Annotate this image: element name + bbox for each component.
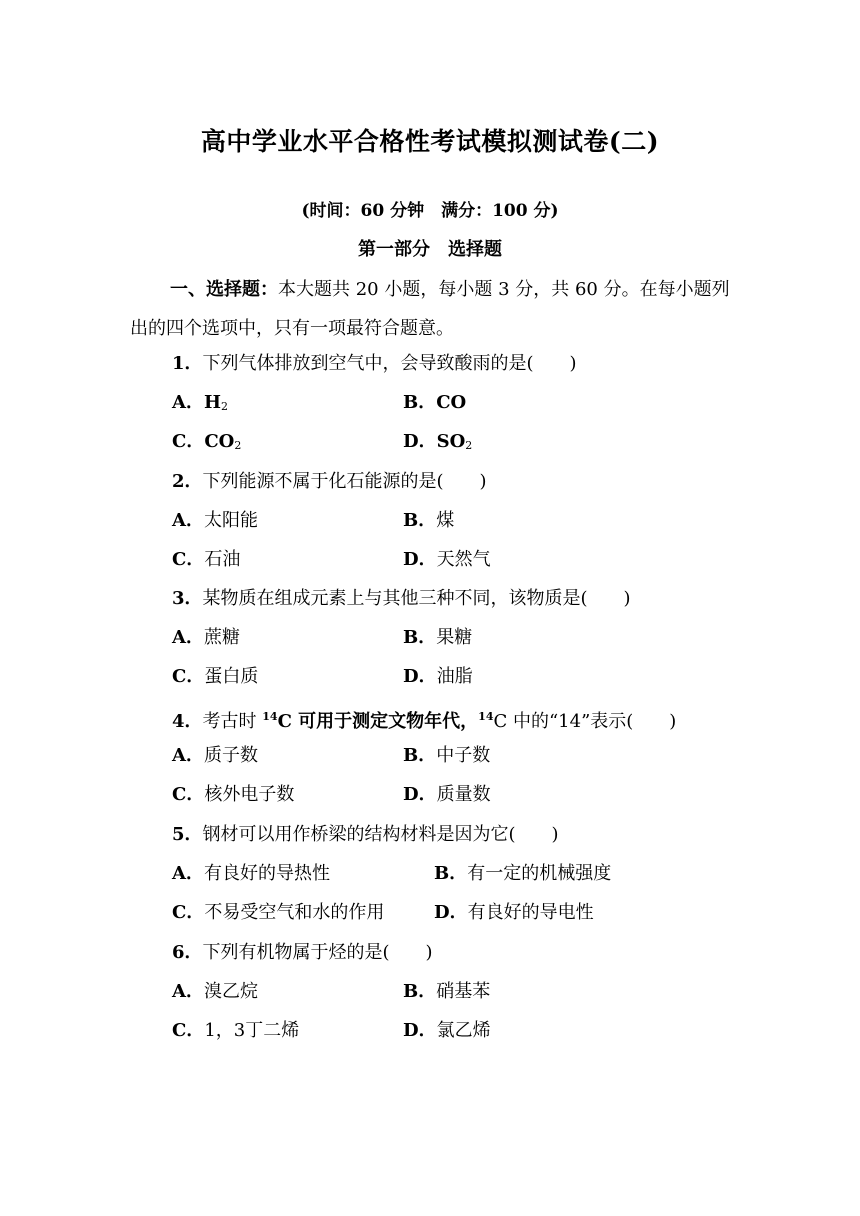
question-text: 钢材可以用作桥梁的结构材料是因为它( ): [202, 824, 559, 845]
question-text: 下列有机物属于烃的是( ): [202, 942, 433, 963]
q2-option-a: [172, 509, 258, 533]
question-text: C 中的“14”表示( ): [493, 711, 677, 732]
formula: SO: [436, 431, 466, 452]
instructions: [130, 270, 740, 348]
question-text: 某物质在组成元素上与其他三种不同，该物质是( ): [202, 588, 631, 609]
option-letter: D．: [403, 1020, 437, 1041]
question-text: C 可用于测定文物年代，: [277, 711, 479, 732]
option-letter: A．: [172, 510, 204, 531]
q1-option-b: [403, 391, 466, 415]
q5-option-c: [172, 901, 384, 925]
q1-option-a: [172, 391, 228, 419]
question-number: 6．: [172, 942, 203, 963]
option-text: 石油: [204, 549, 241, 570]
option-letter: A．: [172, 863, 204, 884]
option-letter: B．: [403, 745, 437, 766]
q4-option-a: [172, 744, 258, 768]
option-letter: C．: [172, 902, 205, 923]
q3-option-b: [403, 626, 472, 650]
option-text: 有良好的导电性: [467, 902, 594, 923]
option-text: 1，3丁二烯: [204, 1020, 300, 1041]
option-text: 蔗糖: [203, 627, 240, 648]
question-6-stem: [172, 941, 433, 965]
formula-subscript: 2: [465, 439, 473, 452]
isotope-mass-number: 14: [262, 710, 278, 723]
q4-option-d: [403, 783, 491, 807]
q4-option-c: [172, 783, 294, 807]
option-letter: A．: [172, 745, 204, 766]
option-letter: C．: [172, 784, 205, 805]
question-2-stem: [172, 470, 487, 494]
option-letter: A．: [172, 981, 204, 1002]
option-text: 油脂: [436, 666, 473, 687]
section-heading: 第一部分 选择题: [358, 239, 502, 260]
q2-option-c: [172, 548, 240, 572]
option-text: 太阳能: [203, 510, 258, 531]
q3-option-c: [172, 665, 258, 689]
option-text: 中子数: [436, 745, 491, 766]
formula-subscript: 2: [220, 400, 228, 413]
option-text: 蛋白质: [204, 666, 259, 687]
q6-option-c: [172, 1019, 299, 1043]
q3-option-d: [403, 665, 473, 689]
q6-option-a: [172, 980, 258, 1004]
instructions-text: 本大题共 20 小题，每小题 3 分，共 60 分。在每小题列出的四个选项中，只有一项最符合题意。: [130, 279, 730, 339]
question-4-stem: [172, 705, 676, 734]
question-3-stem: [172, 587, 631, 611]
option-letter: D．: [403, 431, 437, 452]
option-text: 不易受空气和水的作用: [204, 902, 385, 923]
q3-option-a: [172, 626, 240, 650]
formula: CO: [204, 431, 235, 452]
instructions-lead: 一、选择题：: [170, 279, 278, 300]
option-text: 有一定的机械强度: [467, 863, 612, 884]
q2-option-d: [403, 548, 491, 572]
option-letter: A．: [172, 392, 204, 413]
option-letter: B．: [434, 863, 468, 884]
q5-option-a: [172, 862, 330, 886]
option-text: 天然气: [436, 549, 491, 570]
q6-option-d: [403, 1019, 491, 1043]
question-text: 考古时: [202, 711, 263, 732]
option-text: 溴乙烷: [203, 981, 258, 1002]
exam-meta: (时间：60 分钟 满分：100 分): [301, 201, 559, 221]
option-letter: D．: [403, 549, 437, 570]
option-text: 果糖: [436, 627, 473, 648]
formula: H: [203, 392, 221, 413]
question-5-stem: [172, 823, 559, 847]
question-number: 4．: [172, 711, 203, 732]
isotope-mass-number: 14: [478, 710, 494, 723]
question-number: 2．: [172, 471, 203, 492]
option-letter: A．: [172, 627, 204, 648]
q5-option-b: [434, 862, 611, 886]
option-letter: B．: [403, 392, 437, 413]
question-number: 3．: [172, 588, 203, 609]
q1-option-d: [403, 430, 472, 458]
q4-option-b: [403, 744, 490, 768]
option-letter: C．: [172, 1020, 205, 1041]
option-text: 氯乙烯: [436, 1020, 491, 1041]
option-text: 硝基苯: [436, 981, 491, 1002]
option-text: 质子数: [203, 745, 258, 766]
option-text: 质量数: [436, 784, 491, 805]
q1-option-c: [172, 430, 241, 458]
formula-subscript: 2: [234, 439, 242, 452]
option-letter: D．: [403, 666, 437, 687]
option-letter: D．: [434, 902, 468, 923]
option-letter: C．: [172, 549, 205, 570]
option-letter: B．: [403, 627, 437, 648]
question-text: 下列气体排放到空气中，会导致酸雨的是( ): [202, 353, 577, 374]
option-letter: B．: [403, 981, 437, 1002]
q5-option-d: [434, 901, 594, 925]
option-letter: C．: [172, 666, 205, 687]
formula: CO: [436, 392, 467, 413]
question-number: 1．: [172, 353, 203, 374]
page-title: 高中学业水平合格性考试模拟测试卷(二): [200, 127, 660, 156]
q6-option-b: [403, 980, 490, 1004]
question-number: 5．: [172, 824, 203, 845]
option-letter: C．: [172, 431, 205, 452]
q2-option-b: [403, 509, 454, 533]
question-1-stem: [172, 352, 577, 376]
option-text: 有良好的导热性: [203, 863, 330, 884]
option-letter: D．: [403, 784, 437, 805]
option-letter: B．: [403, 510, 437, 531]
option-text: 核外电子数: [204, 784, 295, 805]
question-text: 下列能源不属于化石能源的是( ): [202, 471, 487, 492]
option-text: 煤: [436, 510, 455, 531]
